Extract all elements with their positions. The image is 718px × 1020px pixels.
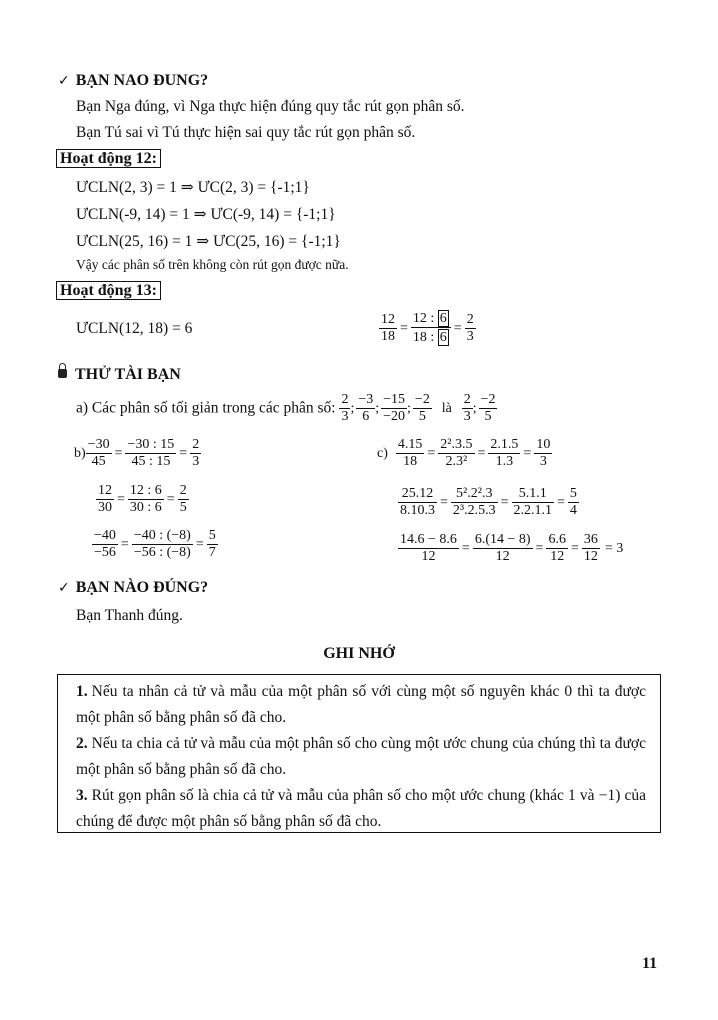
ghi-nho-box [57, 674, 661, 833]
gcd-line: ƯCLN(2, 3) = 1 ⇒ ƯC(2, 3) = {-1;1} [76, 179, 310, 196]
part-a: a) Các phân số tối giản trong các phân số: $\frac{2}{3}$ ; $\frac{-3}{6}$ ; $\frac{-15}{-20}$ ; $\frac{-2}{5}$ là $\frac{2}{3}$ ; $\frac{-2}{5}$ [76, 392, 496, 425]
page-number: 11 [642, 955, 658, 972]
answer-line: Bạn Thanh đúng. [76, 607, 183, 624]
lock-icon [58, 369, 67, 378]
section-title-ban-nao-dung: ✓ BẠN NAO ĐUNG? [58, 72, 209, 89]
ghi-nho-title: GHI NHỚ [323, 645, 395, 662]
activity-12-label: Hoạt động 12: [56, 148, 161, 170]
gcd-line: ƯCLN(-9, 14) = 1 ⇒ ƯC(-9, 14) = {-1;1} [76, 206, 336, 223]
divisor-box: 6 [439, 330, 447, 346]
section-title-ban-nao-dung-2: ✓ BẠN NÀO ĐÚNG? [58, 579, 209, 596]
conclusion-line: Vậy các phân số trên không còn rút gọn được nữa. [76, 257, 349, 272]
divisor-box: 6 [439, 311, 447, 326]
checkmark-icon: ✓ [58, 580, 70, 596]
answer-line: Bạn Tú sai vì Tú thực hiện sai quy tắc rút gọn phân số. [76, 124, 416, 141]
part-b-row-2: $\frac{12}{30}$ = $\frac{12 : 6}{30 : 6}$ = $\frac{2}{5}$ [98, 483, 187, 516]
activity-13-label: Hoạt động 13: [56, 280, 161, 302]
section-title-thu-tai-ban: THỬ TÀI BẠN [58, 366, 181, 384]
part-b-row-3: $\frac{-40}{-56}$ = $\frac{-40 : (-8)}{-56 : (-8)}$ = $\frac{5}{7}$ [94, 528, 216, 561]
part-c-row-1: c) $\frac{4.15}{18}$ = $\frac{\text{2².3.5}}{\text{2.3²}}$ = $\frac{2.1.5}{1.3}$ = $\frac{10}{3}$ [377, 437, 551, 470]
gcd-line: ƯCLN(25, 16) = 1 ⇒ ƯC(25, 16) = {-1;1} [76, 233, 341, 250]
gcd-line: ƯCLN(12, 18) = 6 [76, 320, 193, 337]
note-item-2: 2. Nếu ta chia cả tử và mẫu của một phân số cho cùng một ước chung của chúng thì ta được một phân số bằng phân số đã cho. [76, 735, 646, 778]
part-c-row-2: $\frac{25.12}{8.10.3}$ = $\frac{\text{5².2².3}}{\text{2³.2.5.3}}$ = $\frac{5.1.1}{2.2.1.1}$ = $\frac{5}{4}$ [400, 486, 577, 519]
note-item-3: 3. Rút gọn phân số là chia cả tử và mẫu của phân số cho một ước chung (khác 1 và −1) của chúng để được một phân số bằng phân số đã cho. [76, 787, 646, 830]
part-b-row-1: b) $\frac{-30}{45}$ = $\frac{-30 : 15}{45 : 15}$ = $\frac{2}{3}$ [74, 437, 200, 470]
checkmark-icon: ✓ [58, 73, 70, 89]
note-item-1: 1. Nếu ta nhân cả tử và mẫu của một phân số với cùng một số nguyên khác 0 thì ta được một phân số bằng phân số đã cho. [76, 683, 646, 726]
part-c-row-3: $\frac{14.6 - 8.6}{12}$ = $\frac{6.(14 - 8)}{12}$ = $\frac{6.6}{12}$ = $\frac{36}{12}$ = 3 [400, 532, 624, 565]
fraction-simplification: $\frac{12}{18}$ = $\frac{12 : 6}{18 : 6}$ = $\frac{2}{3}$ [381, 311, 474, 346]
answer-line: Bạn Nga đúng, vì Nga thực hiện đúng quy tắc rút gọn phân số. [76, 98, 465, 115]
